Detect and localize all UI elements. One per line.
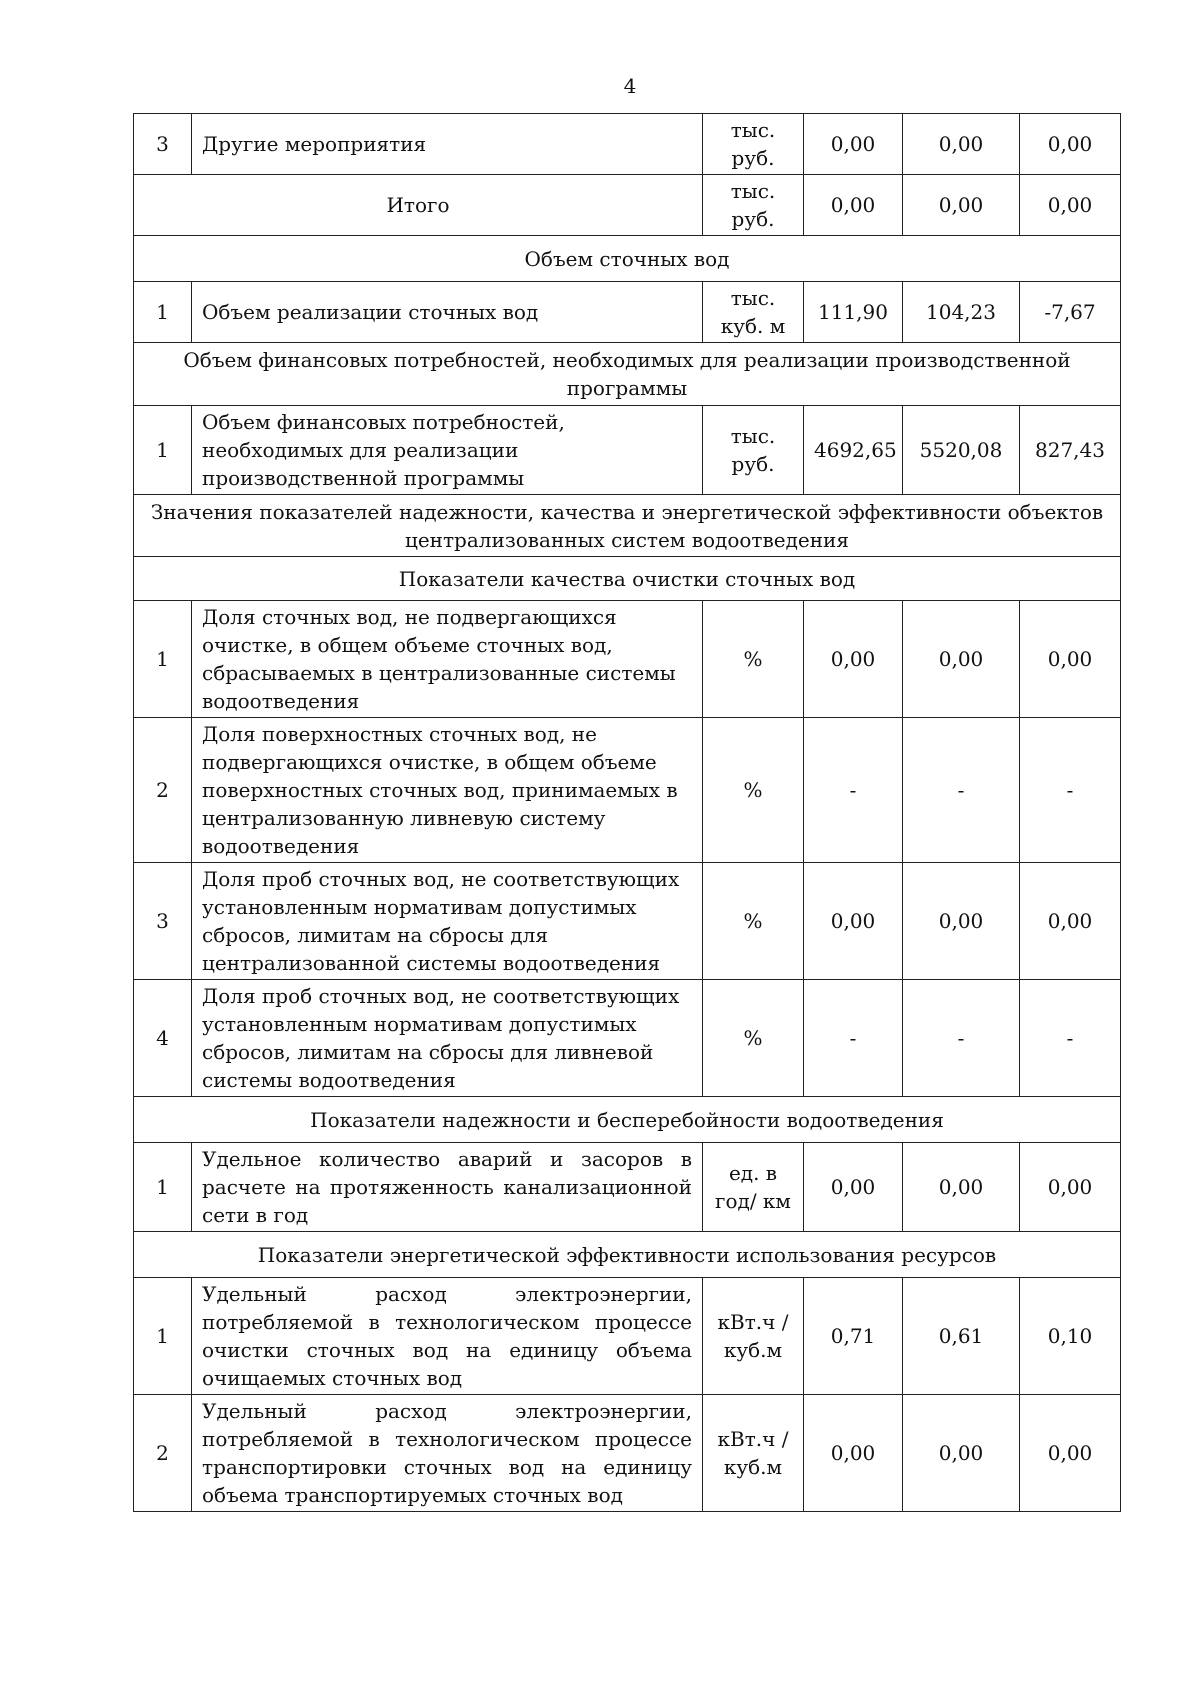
row-number: 1 [134, 1278, 192, 1395]
indicator-name: Объем реализации сточных вод [192, 282, 703, 343]
value-cell: 104,23 [903, 282, 1020, 343]
value-cell: 0,00 [804, 1143, 903, 1232]
indicator-name: Доля сточных вод, не подвергающихся очистке, в общем объеме сточных вод, сбрасываемых в централизованные системы водоотведения [192, 601, 703, 718]
value-cell: 0,00 [903, 601, 1020, 718]
unit-cell: тыс. руб. [703, 406, 804, 495]
row-number: 1 [134, 1143, 192, 1232]
row-number: 4 [134, 980, 192, 1097]
section-header: Показатели надежности и бесперебойности водоотведения [134, 1097, 1121, 1143]
indicator-name: Другие мероприятия [192, 114, 703, 175]
indicator-name: Объем финансовых потребностей, необходимых для реализации производственной программы [192, 406, 703, 495]
value-cell: - [804, 718, 903, 863]
unit-cell: тыс. руб. [703, 175, 804, 236]
row-number: 1 [134, 601, 192, 718]
value-cell: 0,00 [903, 175, 1020, 236]
unit-cell: % [703, 718, 804, 863]
value-cell: 0,00 [903, 863, 1020, 980]
section-header-row [134, 557, 1121, 601]
unit-cell: тыс. руб. [703, 114, 804, 175]
value-cell: 0,00 [903, 1395, 1020, 1512]
table-row [134, 114, 1121, 175]
value-cell: 0,00 [903, 114, 1020, 175]
indicator-name: Доля проб сточных вод, не соответствующих установленным нормативам допустимых сбросов, лимитам на сбросы для централизованной системы водоотведения [192, 863, 703, 980]
indicator-name: Доля поверхностных сточных вод, не подвергающихся очистке, в общем объеме поверхностных сточных вод, принимаемых в централизованную ливневую систему водоотведения [192, 718, 703, 863]
section-header-row [134, 1232, 1121, 1278]
value-cell: - [804, 980, 903, 1097]
row-number: 3 [134, 114, 192, 175]
value-cell: 0,00 [804, 1395, 903, 1512]
section-header: Объем финансовых потребностей, необходимых для реализации производственной программы [134, 343, 1121, 406]
value-cell: - [1020, 980, 1121, 1097]
row-number: 2 [134, 1395, 192, 1512]
section-header: Показатели качества очистки сточных вод [134, 557, 1121, 601]
value-cell: 0,00 [804, 114, 903, 175]
unit-cell: тыс. куб. м [703, 282, 804, 343]
indicator-name: Доля проб сточных вод, не соответствующих установленным нормативам допустимых сбросов, лимитам на сбросы для ливневой системы водоотведения [192, 980, 703, 1097]
value-cell: 0,10 [1020, 1278, 1121, 1395]
section-header: Значения показателей надежности, качества и энергетической эффективности объектов централизованных систем водоотведения [134, 495, 1121, 557]
unit-cell: ед. в год/ км [703, 1143, 804, 1232]
value-cell: 0,00 [1020, 1143, 1121, 1232]
row-number: 1 [134, 406, 192, 495]
table-row [134, 406, 1121, 495]
table-row [134, 601, 1121, 718]
total-row [134, 175, 1121, 236]
value-cell: - [903, 980, 1020, 1097]
value-cell: 827,43 [1020, 406, 1121, 495]
value-cell: 5520,08 [903, 406, 1020, 495]
unit-cell: % [703, 601, 804, 718]
table-row [134, 863, 1121, 980]
section-header: Показатели энергетической эффективности использования ресурсов [134, 1232, 1121, 1278]
value-cell: 0,00 [903, 1143, 1020, 1232]
value-cell: 0,00 [804, 175, 903, 236]
table-row [134, 718, 1121, 863]
unit-cell: % [703, 980, 804, 1097]
unit-cell: кВт.ч / куб.м [703, 1278, 804, 1395]
table-row [134, 980, 1121, 1097]
value-cell: 0,00 [804, 601, 903, 718]
value-cell: 0,00 [1020, 175, 1121, 236]
indicator-name: Удельное количество аварий и засоров в расчете на протяженность канализационной сети в год [192, 1143, 703, 1232]
table-row [134, 1278, 1121, 1395]
indicator-name: Удельный расход электроэнергии, потребляемой в технологическом процессе очистки сточных вод на единицу объема очищаемых сточных вод [192, 1278, 703, 1395]
value-cell: 0,00 [1020, 863, 1121, 980]
table-row [134, 1395, 1121, 1512]
value-cell: 4692,65 [804, 406, 903, 495]
value-cell: -7,67 [1020, 282, 1121, 343]
row-number: 1 [134, 282, 192, 343]
value-cell: 0,71 [804, 1278, 903, 1395]
row-number: 2 [134, 718, 192, 863]
table-row [134, 1143, 1121, 1232]
section-header-row [134, 495, 1121, 557]
value-cell: 111,90 [804, 282, 903, 343]
section-header-row [134, 236, 1121, 282]
value-cell: 0,00 [1020, 1395, 1121, 1512]
value-cell: - [903, 718, 1020, 863]
indicator-name: Удельный расход электроэнергии, потребляемой в технологическом процессе транспортировки сточных вод на единицу объема транспортируемых сточных вод [192, 1395, 703, 1512]
value-cell: - [1020, 718, 1121, 863]
row-number: 3 [134, 863, 192, 980]
section-header-row [134, 343, 1121, 406]
value-cell: 0,00 [804, 863, 903, 980]
table-row [134, 282, 1121, 343]
value-cell: 0,61 [903, 1278, 1020, 1395]
section-header: Объем сточных вод [134, 236, 1121, 282]
page-number: 4 [623, 74, 637, 98]
value-cell: 0,00 [1020, 601, 1121, 718]
total-label: Итого [134, 175, 703, 236]
section-header-row [134, 1097, 1121, 1143]
unit-cell: % [703, 863, 804, 980]
indicators-table [133, 113, 1121, 1512]
unit-cell: кВт.ч / куб.м [703, 1395, 804, 1512]
value-cell: 0,00 [1020, 114, 1121, 175]
